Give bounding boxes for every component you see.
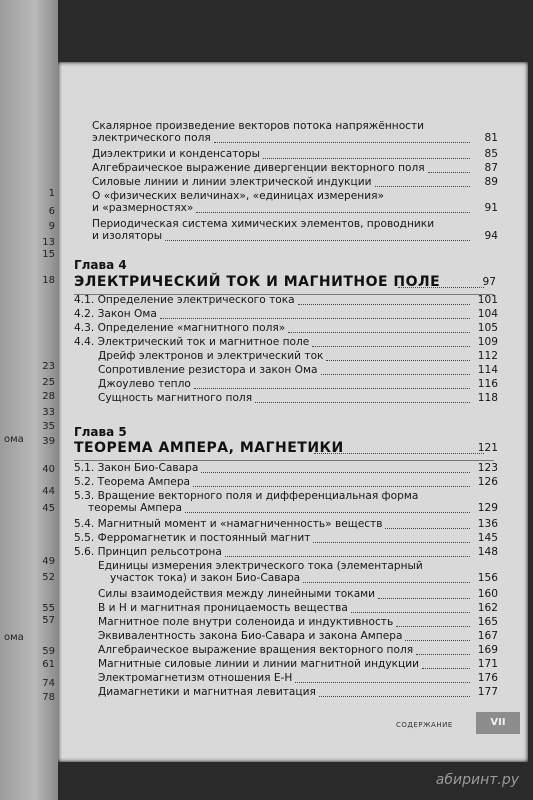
toc-entry-page: 171: [477, 658, 498, 670]
toc-entry-title-cont: и «размерностях»: [92, 202, 194, 214]
toc-entry-title: 5.4. Магнитный момент и «намагниченность» веществ: [74, 518, 383, 530]
left-page-number: 6: [48, 206, 55, 217]
left-page-number: 52: [42, 572, 55, 583]
toc-entry-page: 177: [477, 686, 498, 698]
left-page-number: 55: [42, 603, 55, 614]
toc-leader-dots: [165, 240, 470, 241]
left-page-number: 28: [42, 391, 55, 402]
chapter5-rule: [74, 460, 494, 461]
toc-leader-dots: [378, 598, 470, 599]
toc-entry-page: 176: [477, 672, 498, 684]
toc-entry-page: 126: [477, 476, 498, 488]
toc-entry-title: Единицы измерения электрического тока (элементарный: [98, 560, 423, 572]
toc-entry-page: 145: [477, 532, 498, 544]
toc-entry-title-cont: электрического поля: [92, 132, 211, 144]
toc-entry-title: 5.3. Вращение векторного поля и дифференциальная форма: [74, 490, 419, 502]
toc-entry-page: 91: [484, 202, 498, 214]
toc-leader-dots: [303, 582, 470, 583]
toc-entry-title-cont: теоремы Ампера: [88, 502, 183, 514]
toc-leader-dots: [351, 612, 470, 613]
toc-entry-title: 5.6. Принцип рельсотрона: [74, 546, 222, 558]
toc-entry-title: Магнитное поле внутри соленоида и индуктивность: [98, 616, 394, 628]
toc-entry-page: 114: [477, 364, 498, 376]
toc-entry-page: 165: [477, 616, 498, 628]
toc-entry-title: 5.2. Теорема Ампера: [74, 476, 191, 488]
left-page-number: 61: [42, 659, 55, 670]
toc-entry-page: 94: [484, 230, 498, 242]
toc-entry-page: 89: [484, 176, 498, 188]
left-page-number: 15: [42, 249, 55, 260]
toc-leader-dots: [160, 318, 470, 319]
toc-leader-dots: [185, 512, 470, 513]
toc-leader-dots: [193, 486, 470, 487]
left-page-edge: [0, 0, 58, 800]
chapter4-title: ЭЛЕКТРИЧЕСКИЙ ТОК И МАГНИТНОЕ ПОЛЕ: [74, 274, 441, 290]
toc-leader-dots: [214, 142, 470, 143]
left-page-fragment: ома: [4, 632, 24, 643]
left-page-number: 59: [42, 646, 55, 657]
toc-leader-dots: [295, 682, 470, 683]
left-page-number: 45: [42, 503, 55, 514]
toc-leader-dots: [313, 542, 470, 543]
toc-entry-page: 156: [477, 572, 498, 584]
toc-entry-page: 148: [477, 546, 498, 558]
left-page-fragment: ома: [4, 434, 24, 445]
toc-entry-title: 4.3. Определение «магнитного поля»: [74, 322, 286, 334]
toc-entry-title: Сопротивление резистора и закон Ома: [98, 364, 318, 376]
toc-entry-title: Алгебраическое выражение дивергенции векторного поля: [92, 162, 425, 174]
toc-entry-page: 129: [477, 502, 498, 514]
toc-entry-title: 4.1. Определение электрического тока: [74, 294, 295, 306]
toc-entry-title: 5.5. Ферромагнетик и постоянный магнит: [74, 532, 311, 544]
toc-entry-page: 116: [477, 378, 498, 390]
footer-section-label: СОДЕРЖАНИЕ: [396, 721, 453, 729]
toc-leader-dots: [428, 172, 470, 173]
toc-entry-page: 109: [477, 336, 498, 348]
toc-leader-dots: [194, 388, 470, 389]
toc-page: [58, 62, 528, 762]
toc-entry-title: О «физических величинах», «единицах измерения»: [92, 190, 384, 202]
toc-entry-page: 105: [477, 322, 498, 334]
toc-leader-dots: [422, 668, 470, 669]
toc-entry-page: 162: [477, 602, 498, 614]
left-page-number: 44: [42, 486, 55, 497]
toc-leader-dots: [375, 186, 470, 187]
left-page-number: 74: [42, 678, 55, 689]
toc-entry-title-cont: участок тока) и закон Био-Савара: [110, 572, 301, 584]
toc-entry-title: Диэлектрики и конденсаторы: [92, 148, 260, 160]
toc-leader-dots: [312, 346, 470, 347]
left-page-number: 35: [42, 421, 55, 432]
toc-leader-dots: [385, 528, 470, 529]
toc-entry-title: Силы взаимодействия между линейными токами: [98, 588, 376, 600]
chapter4-page: 97: [482, 276, 496, 288]
toc-leader-dots: [288, 332, 470, 333]
toc-entry-title: Диамагнетики и магнитная левитация: [98, 686, 316, 698]
toc-leader-dots: [326, 360, 470, 361]
toc-entry-title: 4.2. Закон Ома: [74, 308, 157, 320]
toc-entry-title: Сущность магнитного поля: [98, 392, 253, 404]
left-page-number: 25: [42, 377, 55, 388]
toc-entry-page: 118: [477, 392, 498, 404]
toc-entry-page: 123: [477, 462, 498, 474]
chapter5-page: 121: [477, 442, 498, 454]
toc-leader-dots: [405, 640, 470, 641]
left-page-number: 1: [48, 188, 55, 199]
toc-leader-dots: [416, 654, 470, 655]
left-page-number: 49: [42, 556, 55, 567]
toc-entry-title: Электромагнетизм отношения Е-Н: [98, 672, 293, 684]
left-page-number: 13: [42, 237, 55, 248]
chapter4-label: Глава 4: [74, 258, 127, 272]
chapter5-title: ТЕОРЕМА АМПЕРА, МАГНЕТИКИ: [74, 440, 344, 456]
toc-entry-title: Магнитные силовые линии и линии магнитной индукции: [98, 658, 419, 670]
left-page-number: 23: [42, 361, 55, 372]
toc-entry-page: 136: [477, 518, 498, 530]
left-page-number: 9: [48, 221, 55, 232]
toc-entry-page: 167: [477, 630, 498, 642]
toc-entry-title: Скалярное произведение векторов потока напряжённости: [92, 120, 425, 132]
toc-leader-dots: [319, 696, 470, 697]
toc-entry-page: 85: [484, 148, 498, 160]
toc-entry-page: 112: [477, 350, 498, 362]
toc-leader-dots: [396, 626, 470, 627]
footer-page-badge: VII: [476, 712, 520, 734]
left-page-number: 78: [42, 692, 55, 703]
toc-entry-title: 5.1. Закон Био-Савара: [74, 462, 199, 474]
toc-entry-title: Эквивалентность закона Био-Савара и закона Ампера: [98, 630, 403, 642]
watermark: абиринт.ру: [435, 772, 519, 788]
left-page-number: 57: [42, 615, 55, 626]
toc-leader-dots: [298, 304, 470, 305]
toc-entry-title: Алгебраическое выражение вращения векторного поля: [98, 644, 414, 656]
toc-leader-dots: [321, 374, 470, 375]
chapter5-dots: [314, 453, 484, 454]
toc-entry-title: Силовые линии и линии электрической индукции: [92, 176, 372, 188]
left-page-number: 40: [42, 464, 55, 475]
toc-entry-title: Дрейф электронов и электрический ток: [98, 350, 324, 362]
toc-entry-title: Джоулево тепло: [98, 378, 191, 390]
toc-entry-title: Периодическая система химических элементов, проводники: [92, 218, 435, 230]
toc-leader-dots: [255, 402, 470, 403]
toc-leader-dots: [196, 212, 470, 213]
left-page-number: 33: [42, 407, 55, 418]
toc-leader-dots: [201, 472, 470, 473]
toc-entry-page: 104: [477, 308, 498, 320]
toc-entry-page: 81: [484, 132, 498, 144]
chapter5-label: Глава 5: [74, 425, 127, 439]
left-page-number: 39: [42, 436, 55, 447]
toc-leader-dots: [263, 158, 470, 159]
left-page-number: 18: [42, 275, 55, 286]
toc-entry-page: 160: [477, 588, 498, 600]
toc-entry-title-cont: и изоляторы: [92, 230, 163, 242]
toc-entry-page: 101: [477, 294, 498, 306]
toc-entry-title: В и Н и магнитная проницаемость вещества: [98, 602, 348, 614]
toc-leader-dots: [225, 556, 470, 557]
toc-entry-page: 87: [484, 162, 498, 174]
toc-entry-title: 4.4. Электрический ток и магнитное поле: [74, 336, 310, 348]
toc-entry-page: 169: [477, 644, 498, 656]
